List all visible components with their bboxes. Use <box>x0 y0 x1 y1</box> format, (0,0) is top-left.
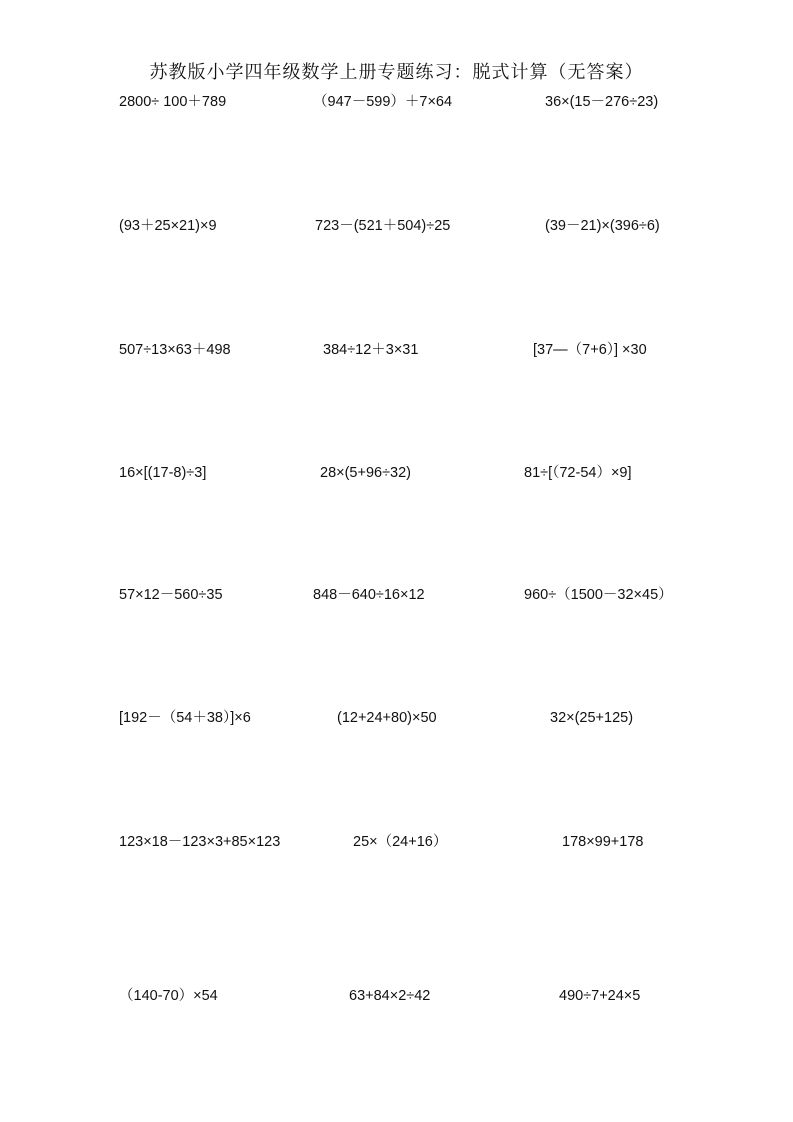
problem-r6-c3: 32×(25+125) <box>550 710 634 726</box>
page-title: 苏教版小学四年级数学上册专题练习：脱式计算（无答案） <box>149 62 644 83</box>
problem-r3-c1: 507÷13×63＋498 <box>119 342 231 358</box>
problem-r8-c3: 490÷7+24×5 <box>559 988 641 1004</box>
problem-r8-c1: （140-70）×54 <box>119 988 218 1004</box>
problem-r5-c2: 848－640÷16×12 <box>313 587 425 603</box>
problem-r7-c1: 123×18－123×3+85×123 <box>119 834 281 850</box>
problem-r3-c2: 384÷12＋3×31 <box>323 342 419 358</box>
problem-r4-c3: 81÷[（72-54）×9] <box>524 465 632 481</box>
problem-r7-c3: 178×99+178 <box>562 834 644 850</box>
problem-r6-c2: (12+24+80)×50 <box>337 710 437 726</box>
problem-r7-c2: 25×（24+16） <box>353 834 448 850</box>
problem-r2-c3: (39－21)×(396÷6) <box>545 218 660 234</box>
problem-r1-c3: 36×(15－276÷23) <box>545 94 659 110</box>
problem-r6-c1: [192－（54＋38）]×6 <box>119 710 251 726</box>
problem-r4-c1: 16×[(17-8)÷3] <box>119 465 207 481</box>
problem-r5-c3: 960÷（1500－32×45） <box>524 587 673 603</box>
problem-r2-c1: (93＋25×21)×9 <box>119 218 217 234</box>
problem-r1-c2: （947－599）＋7×64 <box>313 94 453 110</box>
problem-r1-c1: 2800÷ 100＋789 <box>119 94 227 110</box>
problem-r4-c2: 28×(5+96÷32) <box>320 465 412 481</box>
problem-r5-c1: 57×12－560÷35 <box>119 587 223 603</box>
problem-r2-c2: 723－(521＋504)÷25 <box>315 218 451 234</box>
problem-r8-c2: 63+84×2÷42 <box>349 988 431 1004</box>
problem-r3-c3: [37—（7+6）] ×30 <box>533 342 647 358</box>
